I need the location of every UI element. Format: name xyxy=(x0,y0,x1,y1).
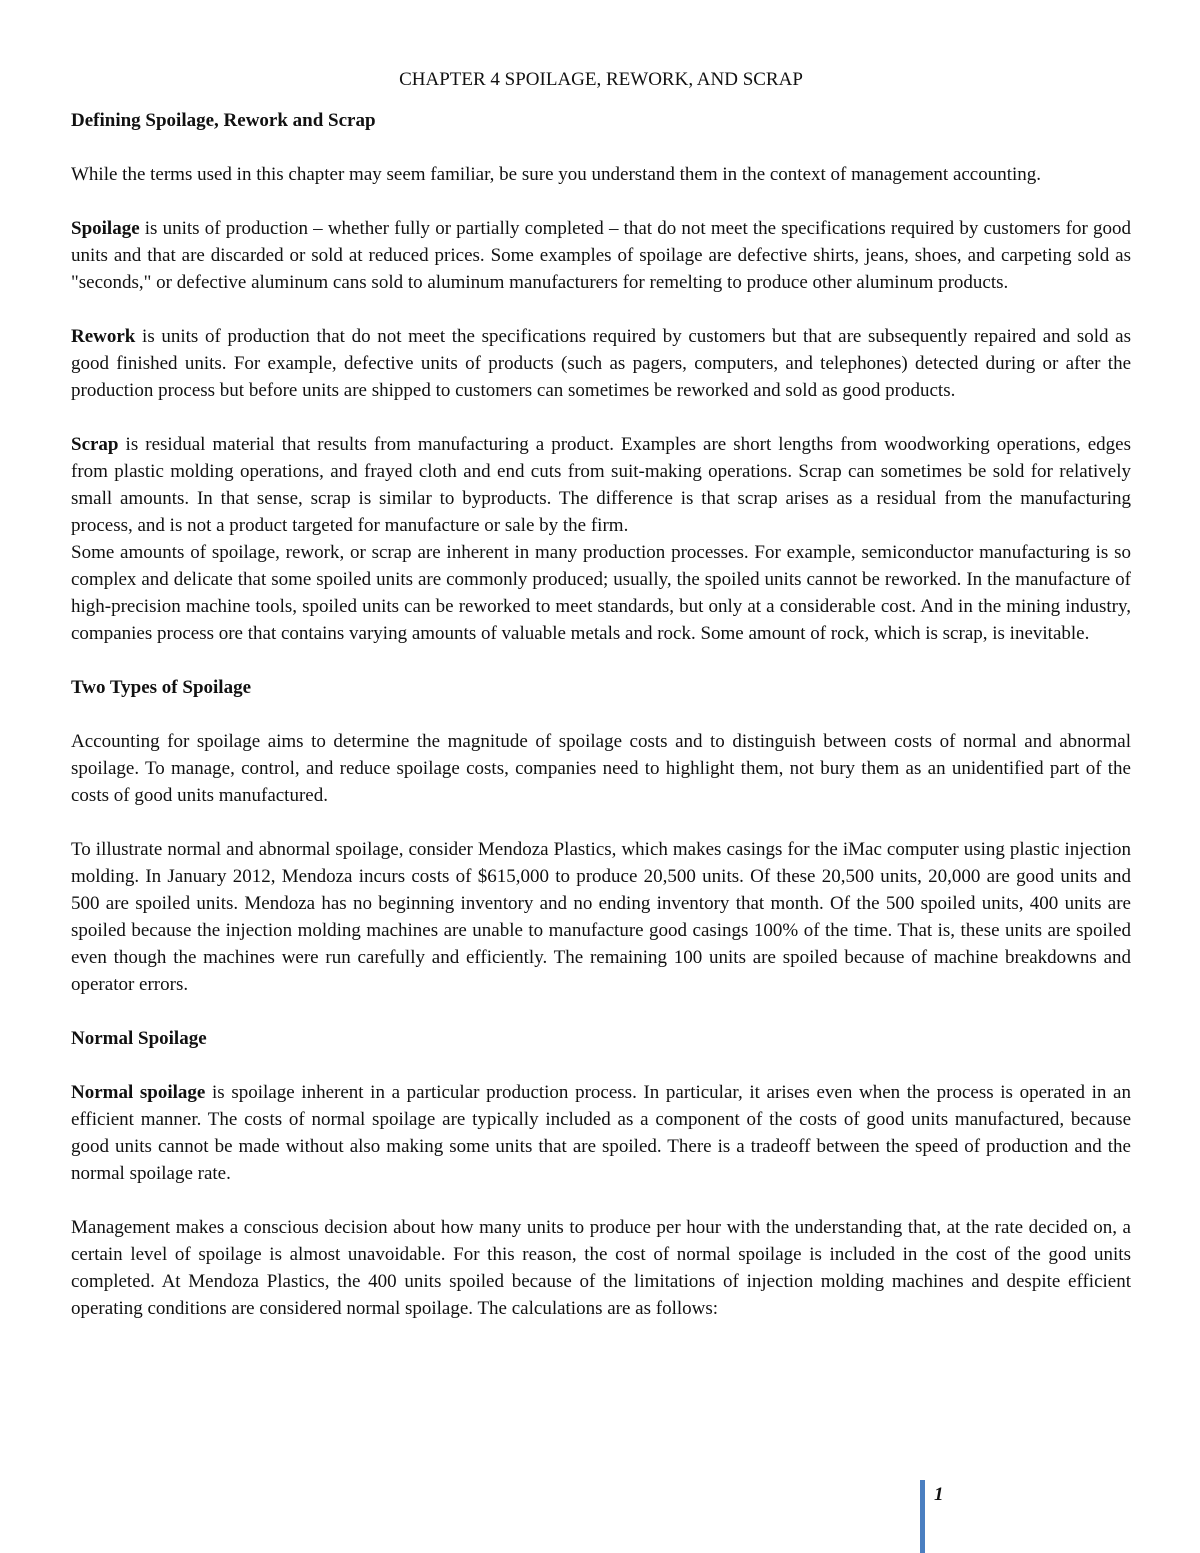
section-heading-normal-spoilage: Normal Spoilage xyxy=(71,1028,207,1049)
spoilage-accounting-paragraph: Accounting for spoilage aims to determine the magnitude of spoilage costs and to distinguish between costs of normal and abnormal spoilage. To manage, control, and reduce spoilage costs, companies need to highlight them, not bury them as an unidentified part of the costs of good units manufactured. xyxy=(71,731,1131,806)
spoilage-paragraph xyxy=(71,215,1131,296)
section-heading-two-types: Two Types of Spoilage xyxy=(71,677,251,698)
mendoza-example-paragraph: To illustrate normal and abnormal spoilage, consider Mendoza Plastics, which makes casings for the iMac computer using plastic injection molding. In January 2012, Mendoza incurs costs of $615,000 to produce 20,500 units. Of these 20,500 units, 20,000 are good units and 500 are spoiled units. Mendoza has no beginning inventory and no ending inventory that month. Of the 500 spoiled units, 400 units are spoiled because the injection molding machines are unable to manufacture good casings 100% of the time. That is, these units are spoiled even though the machines were run carefully and efficiently. The remaining 100 units are spoiled because of machine breakdowns and operator errors. xyxy=(71,839,1131,995)
spoilage-definition: is units of production – whether fully or partially completed – that do not meet the specifications required by customers for good units and that are discarded or sold at reduced prices. Some examples of spoilage are defective shirts, jeans, shoes, and carpeting sold as "seconds," or defective aluminum cans sold to aluminum manufacturers for remelting to produce other aluminum products. xyxy=(71,218,1131,293)
document-page xyxy=(71,66,1131,1349)
scrap-term: Scrap xyxy=(71,434,119,455)
rework-term: Rework xyxy=(71,326,136,347)
management-decision-paragraph: Management makes a conscious decision about how many units to produce per hour with the understanding that, at the rate decided on, a certain level of spoilage is almost unavoidable. For this reason, the cost of normal spoilage is included in the cost of the good units completed. At Mendoza Plastics, the 400 units spoiled because of the limitations of injection molding machines and despite efficient operating conditions are considered normal spoilage. The calculations are as follows: xyxy=(71,1217,1131,1319)
rework-definition: is units of production that do not meet the specifications required by customers but that are subsequently repaired and sold as good finished units. For example, defective units of products (such as pagers, computers, and telephones) detected during or after the production process but before units are shipped to customers can sometimes be reworked and sold as good products. xyxy=(71,326,1131,401)
page-number: 1 xyxy=(934,1484,944,1505)
rework-paragraph xyxy=(71,323,1131,404)
scrap-definition: is residual material that results from manufacturing a product. Examples are short lengths from woodworking operations, edges from plastic molding operations, and frayed cloth and end cuts from suit-making operations. Scrap can sometimes be sold for relatively small amounts. In that sense, scrap is similar to byproducts. The difference is that scrap arises as a residual from the manufacturing process, and is not a product targeted for manufacture or sale by the firm. xyxy=(71,434,1131,536)
page-number-accent-bar xyxy=(920,1480,925,1553)
normal-spoilage-term: Normal spoilage xyxy=(71,1082,206,1103)
intro-paragraph: While the terms used in this chapter may seem familiar, be sure you understand them in the context of management accounting. xyxy=(71,164,1042,185)
spoilage-term: Spoilage xyxy=(71,218,140,239)
inherent-paragraph: Some amounts of spoilage, rework, or scrap are inherent in many production processes. For example, semiconductor manufacturing is so complex and delicate that some spoiled units are commonly produced; usually, the spoiled units cannot be reworked. In the manufacture of high-precision machine tools, spoiled units can be reworked to meet standards, but only at a considerable cost. And in the mining industry, companies process ore that contains varying amounts of valuable metals and rock. Some amount of rock, which is scrap, is inevitable. xyxy=(71,542,1131,644)
chapter-title: CHAPTER 4 SPOILAGE, REWORK, AND SCRAP xyxy=(399,69,803,90)
normal-spoilage-paragraph xyxy=(71,1079,1131,1187)
scrap-paragraph xyxy=(71,431,1131,539)
normal-spoilage-definition: is spoilage inherent in a particular production process. In particular, it arises even when the process is operated in an efficient manner. The costs of normal spoilage are typically included as a component of the costs of good units manufactured, because good units cannot be made without also making some units that are spoiled. There is a tradeoff between the speed of production and the normal spoilage rate. xyxy=(71,1082,1131,1184)
section-heading-definitions: Defining Spoilage, Rework and Scrap xyxy=(71,110,376,131)
